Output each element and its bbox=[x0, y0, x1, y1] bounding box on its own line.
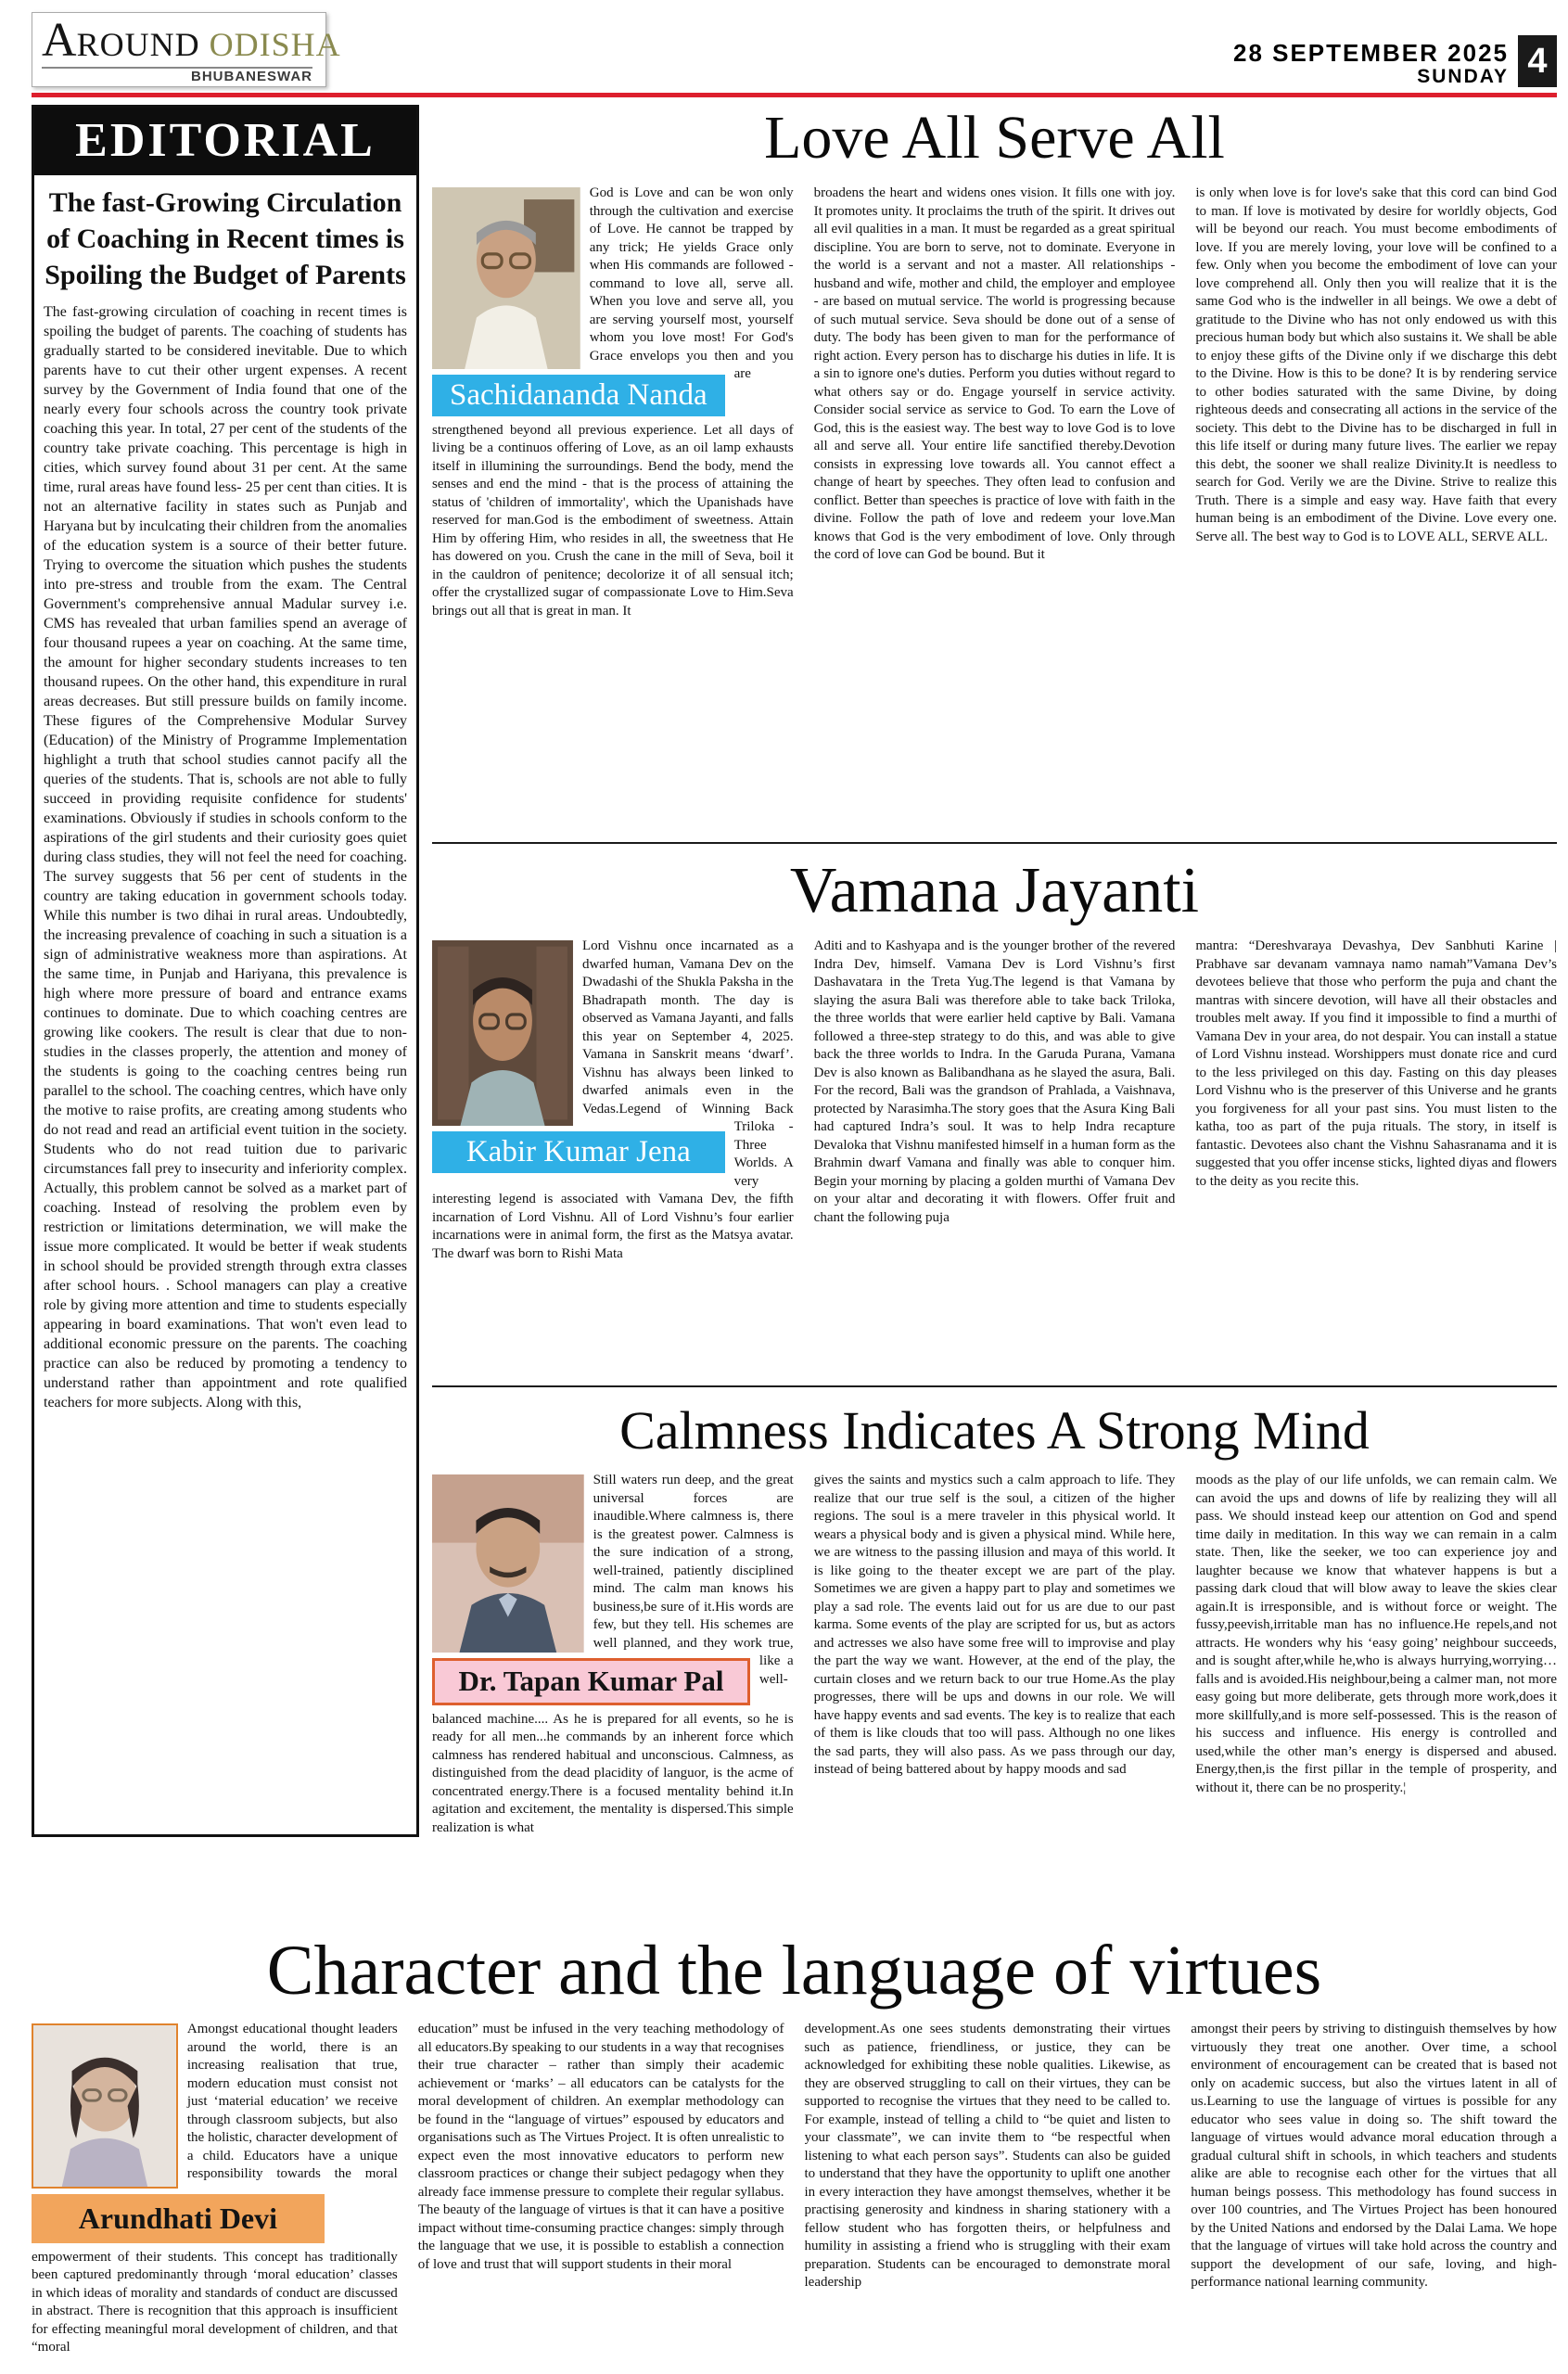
main-content bbox=[32, 105, 1557, 1919]
date-block bbox=[1233, 35, 1557, 87]
article-title: Character and the language of virtues bbox=[266, 1932, 1322, 2010]
article-column: education” must be infused in the very teaching methodology of all educators.By speaking to our students in a way that recognises their true character – rather than simply their academic achievement or ‘marks’ – all educators can be catalysts for the moral development of children. An exemplar methodology can be found in the “language of virtues” espoused by educators and organisations such as The Virtues Project. It is often unrealistic to expect even the most innovative educators to perform new classroom practices or change their subject pedagogy when they already face immense pressure to complete their regular syllabus. The beauty of the language of virtues is that it can have a positive impact without time-consuming practice changes: simply through the language that we use, it is possible to establish a connection of love and trust that will support students in their moral bbox=[417, 2022, 784, 2272]
issue-day: SUNDAY bbox=[1417, 65, 1509, 87]
column-text: Lord Vishnu once incarnated as a dwarfed human, Vamana Dev on the Dwadashi of the Shukla Paksha in the Bhadrapath month. The day is observed as Vamana Jayanti, and falls this year on September 4, 2025. Vamana in Sanskrit means ‘dwarf’. Vishnu has always been linked to dwarfed animals even in the Vedas.Legend of Winning Back Triloka - Three Worlds. A very interesting legend is associated with Vamana Dev, the fifth incarnation of Lord Vishnu. All of Lord Vishnu’s four earlier incarnations were in animal form, the first as the Matsya avatar. The dwarf was born to Rishi Mata bbox=[432, 938, 794, 1261]
column-text: Still waters run deep, and the great universal forces are inaudible.Where calmness is, there is the greatest power. Calmness is the sure indication of a strong, well-trained, patiently disciplined mind. The calm man knows his business,be sure of it.His words are few, but they tell. His schemes are well planned, and they work true, like a well-balanced machine.... As he is prepared for all events, so he is ready for all men...he commands by an inherent force which calmness has rendered habitual and unconscious. Calmness, as distinguished from the dead placidity of languor, is the acme of concentrated energy.There is a focused mentality behind it.In agitation and excitement, the mentality is dispersed.This simple realization is what bbox=[432, 1473, 794, 1835]
logo-region: ODISHA bbox=[209, 26, 341, 63]
article-love-all-serve-all bbox=[432, 105, 1557, 834]
newspaper-logo bbox=[32, 12, 341, 87]
article-column bbox=[432, 1472, 794, 1919]
article-column bbox=[432, 185, 794, 834]
article-title: Vamana Jayanti bbox=[789, 855, 1200, 926]
editorial-box bbox=[32, 105, 419, 1837]
article-columns bbox=[432, 938, 1557, 1377]
article-vamana-jayanti bbox=[432, 852, 1557, 1377]
article-title: Love All Serve All bbox=[764, 104, 1225, 172]
column-text: God is Love and can be won only through the cultivation and exercise of Love. He cannot be trapped by any trick; He yields Grace only when His commands are followed - command to love all, serve all. When you love and serve all, you are serving yourself most, yourself whom you love most! For God's Grace envelops you then and you are strengthened beyond all previous experience. Let all days of living be a continuos offering of Love, as an oil lamp exhausts itself in illumining the surroundings. Bend the body, mend the senses and end the mind - that is the process of attaining the status of 'children of immortality', which the Upanishads have reserved for man.God is the embodiment of sweetness. Attain Him by offering Him, who resides in all, the sweetness that He has dowered on you. Crush the cane in the mill of Seva, boil it in the cauldron of penitence; decolorize it of all sensual itch; offer the crystallized sugar of compassionate Love to Him.Seva brings out all that is great in man. It bbox=[432, 185, 794, 619]
article-column bbox=[432, 938, 794, 1377]
article-column: is only when love is for love's sake that this cord can bind God to man. If love is motivated by desire for worldly objects, God will be beyond our reach. You must become embodiments of love. If you are merely loving, your love will be confined to a few. Only when you become the embodiment of love can your love comprehend all. Only then you will realize that it is the same God who is the indweller in all beings. We owe a debt of gratitude to the Divine who has not only endowed us with this precious human body but which also sustains it. We shall be able to enjoy these gifts of the Divine only if we discharge this debt to the Divine. How is this to be done? It is by rendering service to other bodies saturated with the same Divine, by doing righteous deeds and consecrating all actions in the service of the society. This debt to the Divine has to be discharged in full in this life itself or during many future lives. The earlier we repay this debt, the sooner we shall realize Divinity.It is needless to search for God. Verily we are the Divine. Strive to realize this Truth. There is a simple and easy way. Have faith that every human being is an embodiment of the Divine. Love every one. Serve all. The best way to God is to LOVE ALL, SERVE ALL. bbox=[1195, 185, 1557, 544]
section-divider bbox=[432, 1385, 1557, 1387]
logo-rest: ROUND bbox=[76, 26, 210, 63]
header-divider bbox=[32, 93, 1557, 97]
author-name-banner: Sachidananda Nanda bbox=[432, 375, 725, 416]
right-column bbox=[432, 105, 1557, 1919]
article-columns bbox=[432, 1472, 1557, 1919]
masthead bbox=[32, 7, 1557, 87]
logo-city: BHUBANESWAR bbox=[42, 67, 312, 84]
article-title: Calmness Indicates A Strong Mind bbox=[619, 1400, 1370, 1461]
article-column: mantra: “Dereshvaraya Devashya, Dev Sanbhuti Karine | Prabhave sar devanam vamnaya namo namah”Vamana Dev’s devotees believe that those who perform the puja and chant the mantras with sincere devotion, will have all their obstacles and troubles melt away. If you find it impossible to find a murthi of Vamana Dev in your area, do not despair. You can install a statue of Lord Vishnu instead. Worshippers must donate rice and curd to the less privileged on this day. Fasting on this day pleases Lord Vishnu who is the preserver of this Universe and he grants you forgiveness for all your past sins. You must listen to the katha, too as part of the puja rituals. The story, in itself is fantastic. Devotees also chant the Vishnu Sahasranama and it is suggested that you offer incense sticks, lighted diyas and flowers to the deity as you recite this. bbox=[1195, 938, 1557, 1189]
author-photo bbox=[432, 940, 573, 1126]
page-number-badge: 4 bbox=[1518, 35, 1557, 87]
article-columns bbox=[32, 2021, 1557, 2374]
article-column: Aditi and to Kashyapa and is the younger brother of the revered Indra Dev, himself. Vamana Dev is Lord Vishnu’s first Dashavatara in the Treta Yug.The legend is that Vamana by slaying the asura Bali was therefore able to take back Triloka, the three worlds that were earlier held captive by Bali. Vamana followed a three-step strategy to do this, and was able to give back the three worlds to Indra. In the Garuda Purana, Vamana Dev is also known as Balibandhana as he slayed the asura, Bali. For the record, Bali was the grandson of Prahlada, a Vaishnava, protected by Narasimha.The story goes that the Asura King Bali had captured Indra’s soul. It was to help Indra recapture Devaloka that Vishnu manifested himself in a human form as the Brahmin dwarf Vamana and finally was able to conquer him. Begin your morning by placing a golden murthi of Vamana Dev on your altar and decorating it with flowers. Offer fruit and chant the following puja bbox=[813, 938, 1176, 1225]
author-photo bbox=[32, 2023, 178, 2189]
editorial-body: The fast-growing circulation of coaching in recent times is spoiling the budget of parents. The coaching of students has gradually started to be considered inevitable. Due to which parents have to cut their other urgent expenses. A recent survey by the Government of India found that one of the nearly every four schools across the country took private coaching this year. In total, 27 per cent of the students of the country take private coaching. This percentage is high in cities, which survey found about 31 per cent. At the same time, rural areas have found less- 25 per cent than cities. It is not an alternative facility in states such as Punjab and Haryana but by inculcating their children from the anomalies of the education system is a source of their better future. Trying to overcome the situation which pushes the students into pre-stress and trouble from the exam. The Central Government's comprehensive annual Madular survey i.e. CMS has revealed that urban families spend an average of four thousand rupees a year on coaching. At the same time, the amount for higher secondary students increases to ten thousand rupees. On the other hand, this expenditure in rural areas decreases. But still pressure builds on family income. These figures of the Comprehensive Modular Survey (Education) of the Ministry of Programme Implementation highlight a truth that school studies cannot pacify all the queries of the students. That is, schools are not able to fully succeed in providing requisite confidence for students' examinations. Obviously if studies in schools conform to the aspirations of the girl students and their curiosity goes quiet during class studies, they will not feel the need for coaching. The survey suggests that 56 per cent of students in the country are taking education in government schools today. While this number is two dihai in rural areas. Undoubtedly, the increasing prevalence of coaching in such a situation is a sign of administrative weakness more than aspirations. At the same time, in Punjab and Hariyana, this prevalence is high where more pressure of board and entrance exams continues to dominate. Due to which coaching centres are growing like cookers. The result is clear that due to non-studies in the classes properly, the attention and money of the students is going to the coaching centres being run parallel to the school. The coaching centres, which have only the motive to raise profits, are creating among students who do not read and read an artificial event tuition in the society. Students who do not read tuition due to parivaric circumstances fall prey to insecurity and inferiority complex. Actually, this problem cannot be solved as a market part of coaching. Instead of resolving the problem even by restriction or limitations determination, we will make the issue more complicated. It would be better if weak students in school should be provided strength through extra classes after school hours. . School managers can play a creative role by giving more attention and time to students especially appearing in board examinations. That won't even lead to additional economic pressure on the parents. The coaching practice can also be reduced by promoting a tendency to understand rather than appointment and rote qualified teachers for more subjects. Along with this, bbox=[44, 304, 407, 1410]
article-column: amongst their peers by striving to distinguish themselves by how virtuously they treat one another. Over time, a school environment of encouragement can be created that is based not only on academic success, but also the virtues latent in all of us.Learning to use the language of virtues is possible for any educator who sees value in doing so. The shift toward the language of virtues would advance moral education through a gradual cultural shift in schools, in which teachers and students alike are able to recognise each other for the virtues that all human beings possess. This methodology has found success in over 100 countries, and The Virtues Project has been honoured by the United Nations and endorsed by the Dalai Lama. We hope that the language of virtues will take hold across the country and support the development of our safe, loving, and high-performance national learning community. bbox=[1191, 2022, 1557, 2290]
editorial-banner: EDITORIAL bbox=[34, 108, 416, 175]
author-name-banner: Dr. Tapan Kumar Pal bbox=[432, 1658, 750, 1705]
article-calmness-strong-mind bbox=[432, 1396, 1557, 1919]
logo-initial: A bbox=[42, 14, 77, 67]
logo-title bbox=[42, 14, 341, 67]
article-column: broadens the heart and widens ones vision. It fills one with joy. It promotes unity. It proclaims the truth of the spirit. It drives out all evil qualities in a man. It must be regarded as a great spiritual discipline. You are born to serve, not to dominate. Everyone in the world is a servant and not a master. All relationships - husband and wife, mother and child, the employer and employee - are based on mutual service. The world is progressing because of such mutual service. Seva should be done out of a sense of duty. The body has been given to man for the performance of right action. Every person has to discharge his duties in life. It is a sin to ignore one's duties. Perform you duties without regard to what others say or do. Engage yourself in service activity. Consider social service as service to God. To earn the Love of God, this is the easiest way. The best way to love God is to love all and serve all. Your entire life sanctified thereby.Devotion consists in expressing love towards all. You cannot effect a change of heart by speeches. They often lead to confusion and conflict. Better than speeches is practice of love with faith in the divine. Follow the path of love and redeem your love.Man knows that God is the very embodiment of love. Only through the cord of love can God be bound. But it bbox=[813, 185, 1176, 562]
article-column: development.As one sees students demonstrating their virtues such as patience, friendliness, or justice, they can be acknowledged for exhibiting these noble qualities. Likewise, as they are observed struggling to call on their virtues, they can be supported to recognise the virtues that they need to be called to. For example, instead of telling a child to “be quiet and listen to your classmate”, we can invite them to “be respectful when listening to what each person says”. Students can also be guided to understand that they have the opportunity to uplift one another in every interaction they have amongst themselves, whether it be practising generosity and kindness in sharing stationery with a fellow student who has forgotten theirs, or helpfulness and humility in assisting a friend who is struggling with their exam preparation. Students can be encouraged to demonstrate moral leadership bbox=[804, 2022, 1171, 2290]
article-column: gives the saints and mystics such a calm approach to life. They realize that our true self is the soul, a citizen of the higher regions. The soul is a mere traveler in this physical world. It wears a physical body and is given a physical mind. While here, we are witness to the passing illusion and maya of this world. It is like going to the theater except we are part of the play. Sometimes we are given a happy part to play and sometimes we play a sad role. The events laid out for us are due to our past karma. Some events of the play are scripted for us, but as actors and actresses we also have some free will to improvise and play the part the way we want. However, at the end of the play, the curtain closes and we return back to our true Home.As the play progresses, there will be ups and downs in our role. We will have happy events and sad events. The key is to realize that each of them is like clouds that too will pass. Although no one likes the sad parts, they will also pass. As we pass through our day, instead of being battered about by happy moods and sad bbox=[813, 1473, 1176, 1777]
article-character-virtues bbox=[32, 1930, 1557, 2374]
column-text: Amongst educational thought leaders around the world, there is an increasing realisation that true, modern education must consist not just ‘material education’ we receive through classroom subjects, but also the holistic, character development of a child. Educators have a unique responsibility towards the moral empowerment of their students. This concept has traditionally been captured predominantly through ‘moral education’ classes in which ideas of morality and standards of conduct are discussed in abstract. There is recognition that this approach is insufficient for effecting meaningful moral development of children, and that “moral bbox=[32, 2022, 398, 2355]
section-divider bbox=[432, 842, 1557, 844]
article-column: moods as the play of our life unfolds, we can remain calm. We can avoid the ups and downs of life by realizing they will all pass. We should instead keep our attention on God and spend time daily in meditation. In this way we can remain in a calm state. Then, like the seeker, we too can experience joy and laughter because we know that whatever happens is but a passing dark cloud that will blow away to leave the skies clear again.It is irresponsible, and is without force or weight. The fussy,peevish,irritable man has no influence.He repels,and not attracts. He wonders why his ‘easy going’ neighbour succeeds, and is sought after,while he,who is always hurrying,worrying… falls and is avoided.His neighbour,being a calmer man, not more easy going but more deliberate, gets through more work,does it more skillfully,and is more self-possessed. This is the reason of his success and influence. His energy is controlled and used,while the other man’s energy is dispersed and abused. Energy,then,is the first pillar in the temple of prosperity, and without it, there can be no prosperity.¦ bbox=[1195, 1473, 1557, 1795]
date-lines bbox=[1232, 38, 1509, 87]
issue-date: 28 SEPTEMBER 2025 bbox=[1232, 38, 1509, 67]
author-photo bbox=[432, 187, 580, 369]
article-column bbox=[32, 2021, 398, 2374]
author-photo bbox=[432, 1474, 584, 1653]
author-name-banner: Kabir Kumar Jena bbox=[432, 1131, 725, 1173]
editorial-headline: The fast-Growing Circulation of Coaching in Recent times is Spoiling the Budget of Parents bbox=[45, 187, 406, 290]
article-columns bbox=[432, 185, 1557, 834]
author-name-banner: Arundhati Devi bbox=[32, 2194, 325, 2243]
